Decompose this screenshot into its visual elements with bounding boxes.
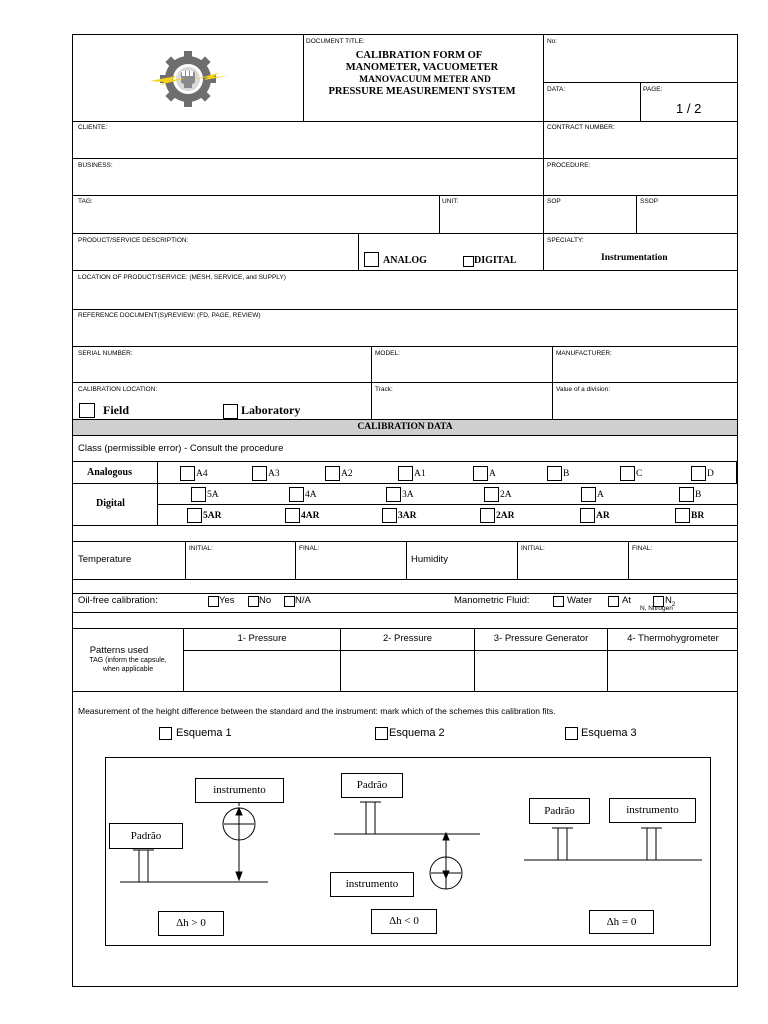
digital-class-label: Digital xyxy=(96,498,125,509)
pattern-col-1: 1- Pressure xyxy=(237,633,287,644)
no-label: No: xyxy=(547,38,558,45)
patterns-used-label: Patterns used xyxy=(89,645,149,656)
class-b-label: B xyxy=(563,469,570,479)
esquema-3-checkbox[interactable] xyxy=(565,727,578,740)
document-title xyxy=(304,50,540,98)
class-5a-checkbox[interactable] xyxy=(191,487,206,502)
oil-no-checkbox[interactable] xyxy=(248,596,259,607)
height-instruction: Measurement of the height difference between the standard and the instrument: mark which of the schemes this calibration fits. xyxy=(78,706,556,716)
model-label: MODEL: xyxy=(375,350,400,357)
tag-label: TAG: xyxy=(78,198,93,205)
calibration-data-title: CALIBRATION DATA xyxy=(357,422,453,432)
fluid-water-checkbox[interactable] xyxy=(553,596,564,607)
oil-no-label: No xyxy=(259,595,272,606)
scheme2-padrao-box xyxy=(341,773,403,798)
nitrogen-note: N, Nitrogen xyxy=(640,605,673,612)
specialty-label: SPECIALTY: xyxy=(547,237,584,244)
scheme1-dh-label: Δh > 0 xyxy=(176,917,206,929)
analog-label: ANALOG xyxy=(383,255,427,266)
laboratory-checkbox[interactable] xyxy=(223,404,238,419)
class-5a-label: 5A xyxy=(207,490,219,500)
oil-na-checkbox[interactable] xyxy=(284,596,295,607)
scheme1-padrao-box xyxy=(109,823,183,849)
class-a2-label: A2 xyxy=(341,469,353,479)
class-4ar-label: 4AR xyxy=(301,511,320,521)
laboratory-label: Laboratory xyxy=(241,403,301,417)
patterns-note: TAG (inform the capsule, when applicable xyxy=(89,657,167,673)
fluid-at-checkbox[interactable] xyxy=(608,596,619,607)
fluid-at-label: At xyxy=(622,595,631,606)
class-4ar-checkbox[interactable] xyxy=(285,508,300,523)
digital-class-b-checkbox[interactable] xyxy=(679,487,694,502)
class-br-checkbox[interactable] xyxy=(675,508,690,523)
class-d-checkbox[interactable] xyxy=(691,466,706,481)
class-a4-label: A4 xyxy=(196,469,208,479)
temp-final-label: FINAL: xyxy=(299,545,320,552)
temp-initial-label: INITIAL: xyxy=(189,545,213,552)
serial-number-label: SERIAL NUMBER: xyxy=(78,350,133,357)
ssop-label: SSOP xyxy=(640,198,659,205)
title-line-1: CALIBRATION FORM OF xyxy=(355,50,483,61)
class-ar-label: AR xyxy=(596,511,610,521)
class-b-checkbox[interactable] xyxy=(547,466,562,481)
temperature-label: Temperature xyxy=(78,554,132,565)
class-3a-label: 3A xyxy=(402,490,414,500)
analogous-label: Analogous xyxy=(87,467,133,478)
oil-yes-label: Yes xyxy=(219,595,235,606)
class-5ar-label: 5AR xyxy=(203,511,222,521)
class-2a-checkbox[interactable] xyxy=(484,487,499,502)
digital-label: DIGITAL xyxy=(474,255,517,266)
class-4a-label: 4A xyxy=(305,490,317,500)
procedure-label: PROCEDURE: xyxy=(547,162,591,169)
fluid-n2-sub: 2 xyxy=(671,601,676,608)
field-label: Field xyxy=(103,403,129,417)
class-c-checkbox[interactable] xyxy=(620,466,635,481)
class-a1-checkbox[interactable] xyxy=(398,466,413,481)
calibration-location-label: CALIBRATION LOCATION: xyxy=(78,386,158,393)
title-line-2: MANOMETER, VACUOMETER xyxy=(345,62,499,73)
location-label: LOCATION OF PRODUCT/SERVICE: (MESH, SERVICE, and SUPPLY) xyxy=(78,274,286,281)
pattern-col-4: 4- Thermohygrometer xyxy=(627,633,719,644)
unit-label: UNIT: xyxy=(442,198,459,205)
class-d-label: D xyxy=(707,469,714,479)
scheme2-instrumento-label: instrumento xyxy=(345,878,399,890)
digital-class-a-label: A xyxy=(597,490,604,500)
esquema-3-label: Esquema 3 xyxy=(581,727,637,739)
cliente-label: CLIENTE: xyxy=(78,124,108,131)
class-note: Class (permissible error) - Consult the procedure xyxy=(78,443,284,454)
business-label: BUSINESS: xyxy=(78,162,113,169)
class-c-label: C xyxy=(636,469,643,479)
class-a1-label: A1 xyxy=(414,469,426,479)
scheme2-instrumento-box xyxy=(330,872,414,897)
manometric-fluid-label: Manometric Fluid: xyxy=(454,595,530,606)
track-label: Track: xyxy=(375,386,393,393)
scheme3-dh-box xyxy=(589,910,654,934)
class-a3-label: A3 xyxy=(268,469,280,479)
reference-label: REFERENCE DOCUMENT(S)/REVIEW: (FD, PAGE, REVIEW) xyxy=(78,312,261,319)
class-3ar-label: 3AR xyxy=(398,511,417,521)
class-5ar-checkbox[interactable] xyxy=(187,508,202,523)
class-4a-checkbox[interactable] xyxy=(289,487,304,502)
class-a4-checkbox[interactable] xyxy=(180,466,195,481)
title-line-4: PRESSURE MEASUREMENT SYSTEM xyxy=(328,86,516,97)
scheme2-padrao-label: Padrão xyxy=(356,779,388,791)
scheme3-instrumento-box xyxy=(609,798,696,823)
esquema-1-checkbox[interactable] xyxy=(159,727,172,740)
humidity-label: Humidity xyxy=(411,554,448,565)
product-desc-label: PRODUCT/SERVICE DESCRIPTION: xyxy=(78,237,189,244)
manufacturer-label: MANUFACTURER: xyxy=(556,350,612,357)
field-checkbox[interactable] xyxy=(79,403,95,418)
digital-class-b-label: B xyxy=(695,490,702,500)
class-a3-checkbox[interactable] xyxy=(252,466,267,481)
oil-free-label: Oil-free calibration: xyxy=(78,595,158,606)
class-3a-checkbox[interactable] xyxy=(386,487,401,502)
esquema-2-label: Esquema 2 xyxy=(389,727,445,739)
scheme3-dh-label: Δh = 0 xyxy=(606,916,637,928)
fluid-n2-main: N xyxy=(665,595,672,606)
division-value-label: Value of a division: xyxy=(556,386,611,393)
scheme3-padrao-box xyxy=(529,798,590,824)
class-3ar-checkbox[interactable] xyxy=(382,508,397,523)
esquema-1-label: Esquema 1 xyxy=(176,727,232,739)
pattern-col-3: 3- Pressure Generator xyxy=(493,633,589,644)
scheme1-padrao-label: Padrão xyxy=(130,830,162,842)
humidity-initial-label: INITIAL: xyxy=(521,545,545,552)
analog-checkbox[interactable] xyxy=(364,252,379,267)
class-a2-checkbox[interactable] xyxy=(325,466,340,481)
specialty-value: Instrumentation xyxy=(601,253,668,263)
contract-number-label: CONTRACT NUMBER: xyxy=(547,124,615,131)
page-label: PAGE: xyxy=(643,86,663,93)
calibration-data-bar xyxy=(73,420,737,435)
fluid-water-label: Water xyxy=(567,595,592,606)
scheme1-instrumento-label: instrumento xyxy=(213,784,266,796)
humidity-final-label: FINAL: xyxy=(632,545,653,552)
document-title-label: DOCUMENT TITLE: xyxy=(306,38,365,45)
scheme3-instrumento-label: instrumento xyxy=(626,804,679,816)
scheme1-instrumento-box xyxy=(195,778,284,803)
class-2ar-checkbox[interactable] xyxy=(480,508,495,523)
scheme2-dh-label: Δh < 0 xyxy=(389,915,419,927)
sop-label: SOP xyxy=(547,198,561,205)
title-line-3: MANOVACUUM METER AND xyxy=(359,75,491,85)
digital-checkbox[interactable] xyxy=(463,256,474,267)
class-a-label: A xyxy=(489,469,496,479)
class-2a-label: 2A xyxy=(500,490,512,500)
digital-class-a-checkbox[interactable] xyxy=(581,487,596,502)
pattern-col-2: 2- Pressure xyxy=(382,633,433,644)
scheme2-dh-box xyxy=(371,909,437,934)
oil-yes-checkbox[interactable] xyxy=(208,596,219,607)
page-value: 1 / 2 xyxy=(676,101,702,116)
oil-na-label: N/A xyxy=(295,595,311,606)
class-br-label: BR xyxy=(691,511,705,521)
class-ar-checkbox[interactable] xyxy=(580,508,595,523)
scheme-diagram xyxy=(105,757,711,946)
esquema-2-checkbox[interactable] xyxy=(375,727,388,740)
data-label: DATA: xyxy=(547,86,566,93)
class-a-checkbox[interactable] xyxy=(473,466,488,481)
company-logo xyxy=(148,50,230,108)
class-2ar-label: 2AR xyxy=(496,511,515,521)
scheme1-dh-box xyxy=(158,911,224,936)
scheme3-padrao-label: Padrão xyxy=(544,805,575,817)
